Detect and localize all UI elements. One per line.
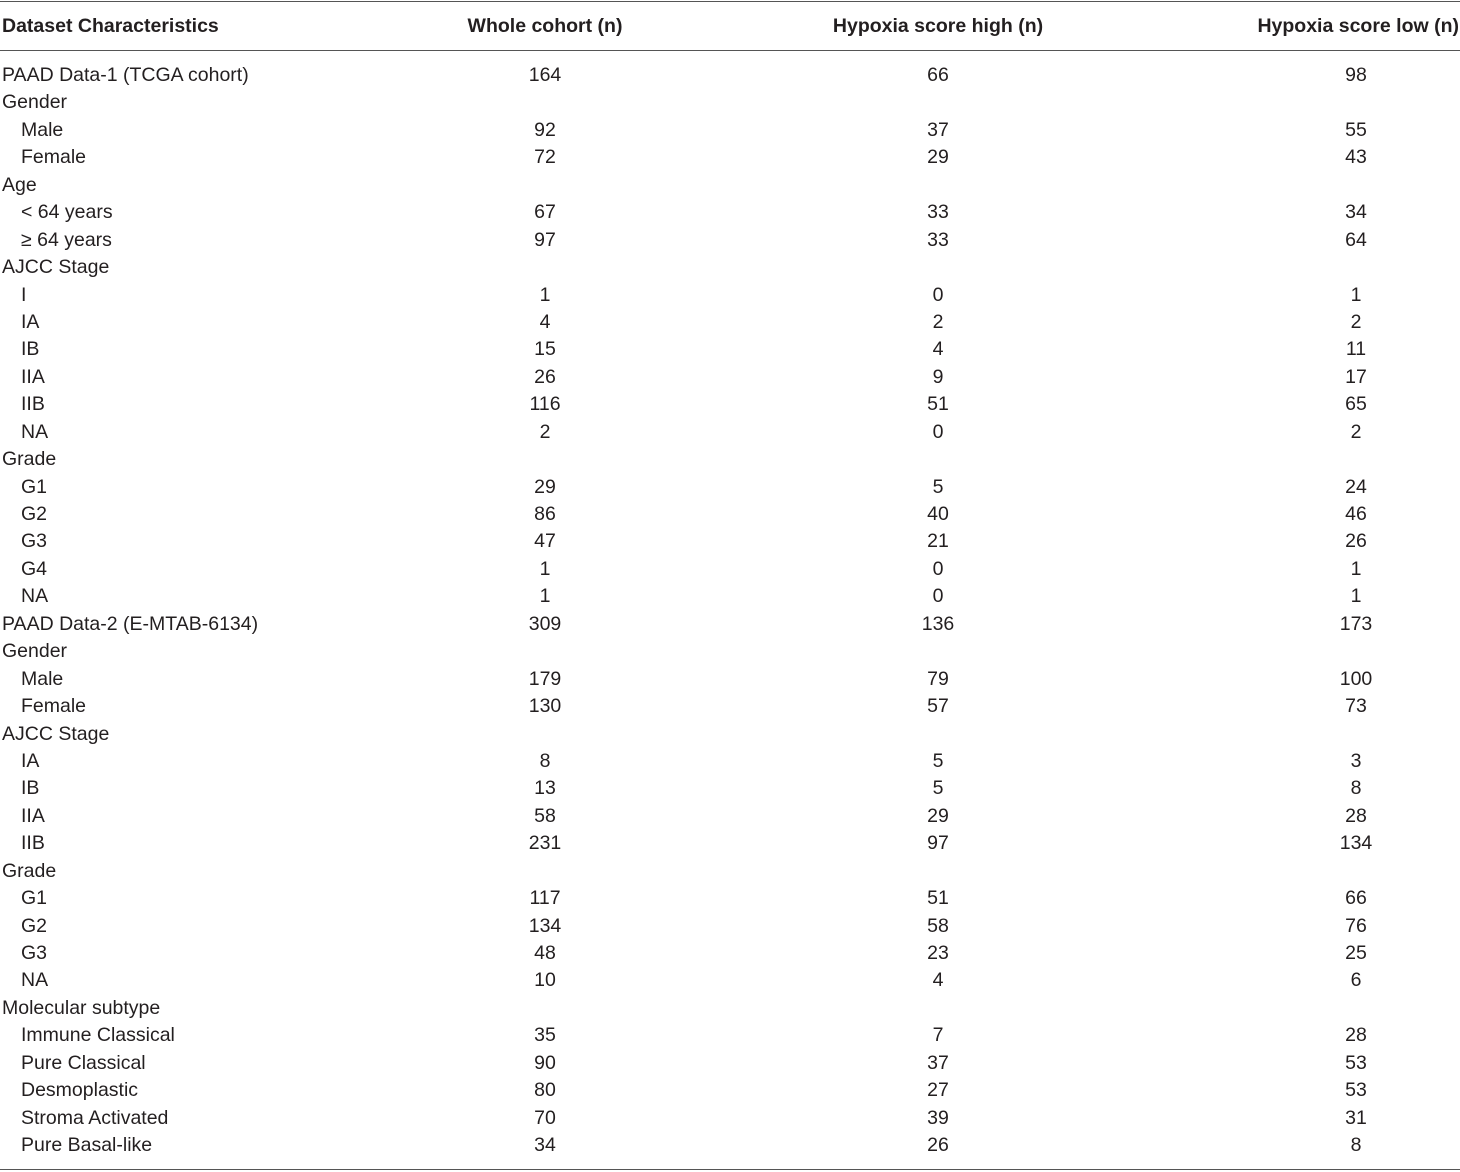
cell-whole-cohort: 231 [528,832,562,855]
cell-hypoxia-high: 4 [932,338,944,361]
cell-hypoxia-high: 0 [932,585,944,608]
table-row [0,1022,1460,1049]
table-row [0,1050,1460,1077]
header-dataset-characteristics: Dataset Characteristics [2,15,219,37]
cell-hypoxia-low: 55 [1345,118,1367,141]
cell-hypoxia-low: 34 [1345,201,1367,224]
row-label: Female [21,146,87,169]
table-row [0,282,1460,309]
cell-hypoxia-high: 21 [927,530,949,553]
cell-hypoxia-low: 6 [1350,969,1362,992]
cell-hypoxia-low: 8 [1350,777,1362,800]
cell-whole-cohort: 130 [528,695,562,718]
cell-whole-cohort: 4 [539,310,551,333]
row-label: G4 [21,557,48,580]
row-label: IB [21,338,40,361]
row-label: AJCC Stage [2,256,110,279]
row-label: PAAD Data-1 (TCGA cohort) [2,64,249,86]
cell-whole-cohort: 67 [534,201,556,224]
cell-whole-cohort: 117 [529,887,561,910]
table-row [0,967,1460,994]
cell-hypoxia-high: 136 [921,612,955,635]
row-label: ≥ 64 years [21,228,112,251]
cell-whole-cohort: 134 [528,914,562,937]
table-row [0,803,1460,830]
cell-hypoxia-high: 4 [932,969,944,992]
cell-hypoxia-low: 65 [1345,393,1367,416]
cell-hypoxia-low: 28 [1345,1024,1367,1047]
cell-hypoxia-high: 26 [927,1134,949,1157]
table-row [0,528,1460,555]
cell-hypoxia-high: 37 [927,1051,949,1074]
cell-hypoxia-low: 1 [1350,585,1362,608]
row-label: Pure Basal-like [21,1134,153,1157]
cell-whole-cohort: 70 [534,1106,556,1129]
cell-hypoxia-low: 134 [1339,832,1373,855]
table-row [0,995,1460,1022]
table-row [0,775,1460,802]
table-row [0,748,1460,775]
cell-whole-cohort: 35 [534,1024,556,1047]
row-label: Gender [2,640,68,663]
row-label: Gender [2,91,68,114]
table-row [0,556,1460,583]
cell-whole-cohort: 10 [534,969,556,992]
cell-whole-cohort: 15 [534,338,556,361]
cell-hypoxia-low: 2 [1350,420,1362,443]
table-row [0,172,1460,199]
cell-whole-cohort: 8 [539,749,551,772]
cell-whole-cohort: 29 [534,475,556,498]
cell-hypoxia-high: 79 [927,667,949,690]
table-bottom-rule [0,1169,1460,1170]
row-label: Age [2,173,37,196]
row-label: < 64 years [21,201,113,224]
row-label: IIB [21,832,45,855]
table-row [0,89,1460,116]
row-label: I [21,283,27,306]
cell-whole-cohort: 47 [534,530,556,553]
cell-hypoxia-low: 46 [1345,503,1367,525]
cell-hypoxia-high: 5 [932,749,944,772]
cell-whole-cohort: 72 [534,146,556,169]
cell-hypoxia-low: 1 [1350,283,1362,306]
cell-hypoxia-high: 2 [932,310,944,333]
table-row [0,144,1460,171]
row-label: Grade [2,448,57,471]
row-label: G3 [21,530,48,553]
row-label: Male [21,667,64,690]
row-label: IIA [21,804,45,827]
cell-hypoxia-high: 33 [927,228,949,251]
cell-hypoxia-high: 51 [927,393,949,416]
table-row [0,638,1460,665]
cell-hypoxia-low: 76 [1345,914,1367,937]
cell-hypoxia-high: 39 [927,1106,949,1129]
row-label: G1 [21,887,48,910]
cell-whole-cohort: 309 [528,612,562,635]
cell-hypoxia-low: 73 [1345,695,1367,718]
cell-hypoxia-low: 25 [1345,942,1367,964]
cell-hypoxia-high: 5 [932,777,944,800]
cell-hypoxia-high: 0 [932,557,944,580]
row-label: AJCC Stage [2,722,110,745]
table-row [0,364,1460,391]
cell-hypoxia-low: 66 [1345,887,1367,910]
cell-hypoxia-high: 57 [927,695,949,718]
cell-hypoxia-low: 2 [1350,310,1362,333]
cell-whole-cohort: 1 [539,557,551,580]
row-label: Stroma Activated [21,1106,169,1129]
cell-hypoxia-low: 1 [1350,557,1362,580]
table-row [0,1105,1460,1132]
cell-whole-cohort: 80 [534,1079,556,1102]
cell-whole-cohort: 90 [534,1051,556,1074]
table-row [0,940,1460,967]
cell-whole-cohort: 86 [534,503,556,525]
cell-whole-cohort: 58 [534,804,556,827]
cell-whole-cohort: 2 [539,420,551,443]
table-row [0,254,1460,281]
row-label: Male [21,118,64,141]
cell-hypoxia-high: 29 [927,146,949,169]
row-label: Molecular subtype [2,996,161,1019]
table-row [0,885,1460,912]
cell-hypoxia-high: 23 [927,942,949,964]
row-label: PAAD Data-2 (E-MTAB-6134) [2,612,259,635]
table-row [0,391,1460,418]
cell-hypoxia-low: 28 [1345,804,1367,827]
table-row [0,117,1460,144]
row-label: G2 [21,914,48,937]
cell-whole-cohort: 26 [534,365,556,388]
row-label: IB [21,777,40,800]
table-row [0,721,1460,748]
cell-hypoxia-low: 11 [1345,338,1367,361]
row-label: Desmoplastic [21,1079,139,1102]
cell-hypoxia-low: 64 [1345,228,1367,251]
table-row [0,199,1460,226]
cell-hypoxia-low: 53 [1345,1051,1367,1074]
table-body [0,62,1460,1160]
cell-whole-cohort: 48 [534,942,556,964]
table-header [0,0,1460,50]
row-label: Pure Classical [21,1051,146,1074]
table-row [0,611,1460,638]
cell-whole-cohort: 92 [534,118,556,141]
cell-hypoxia-low: 98 [1345,64,1367,86]
table-row [0,446,1460,473]
cell-whole-cohort: 116 [529,393,561,416]
cell-hypoxia-low: 24 [1345,475,1367,498]
table-row [0,419,1460,446]
cell-hypoxia-high: 7 [932,1024,944,1047]
cell-hypoxia-high: 27 [927,1079,949,1102]
cell-hypoxia-low: 100 [1339,667,1373,690]
cell-hypoxia-high: 58 [927,914,949,937]
header-hypoxia-low: Hypoxia score low (n) [1257,15,1459,37]
cell-hypoxia-high: 0 [932,420,944,443]
row-label: NA [21,969,49,992]
cell-whole-cohort: 1 [539,585,551,608]
cell-hypoxia-high: 97 [927,832,949,855]
table-row [0,336,1460,363]
row-label: G2 [21,503,48,525]
cell-hypoxia-high: 37 [927,118,949,141]
row-label: IA [21,310,40,333]
table-row [0,913,1460,940]
header-whole-cohort: Whole cohort (n) [467,15,623,37]
cell-whole-cohort: 13 [534,777,556,800]
row-label: G1 [21,475,48,498]
row-label: NA [21,420,49,443]
row-label: Immune Classical [21,1024,175,1047]
row-label: Grade [2,859,57,882]
row-label: IIA [21,365,45,388]
cell-whole-cohort: 179 [528,667,562,690]
row-label: G3 [21,942,48,964]
table-row [0,62,1460,89]
cell-hypoxia-low: 53 [1345,1079,1367,1102]
cell-hypoxia-high: 9 [932,365,944,388]
cell-hypoxia-high: 51 [927,887,949,910]
cell-hypoxia-high: 40 [927,503,949,525]
table-row [0,666,1460,693]
cell-hypoxia-low: 26 [1345,530,1367,553]
cell-hypoxia-low: 173 [1339,612,1373,635]
cell-hypoxia-high: 5 [932,475,944,498]
cell-whole-cohort: 34 [534,1134,556,1157]
table-row [0,1077,1460,1104]
header-hypoxia-high: Hypoxia score high (n) [832,15,1044,37]
table-row [0,309,1460,336]
cell-hypoxia-low: 3 [1350,749,1362,772]
cell-hypoxia-low: 17 [1345,365,1367,388]
row-label: Female [21,695,87,718]
table-row [0,474,1460,501]
cell-whole-cohort: 1 [539,283,551,306]
cell-whole-cohort: 164 [528,64,562,86]
cell-hypoxia-high: 29 [927,804,949,827]
table-row [0,227,1460,254]
cell-hypoxia-high: 66 [927,64,949,86]
cell-hypoxia-low: 31 [1345,1106,1367,1129]
cell-hypoxia-high: 0 [932,283,944,306]
cell-hypoxia-high: 33 [927,201,949,224]
table-header-rule [0,50,1460,51]
table-row [0,1132,1460,1159]
table-row [0,830,1460,857]
row-label: IA [21,749,40,772]
row-label: NA [21,585,49,608]
cell-hypoxia-low: 43 [1345,146,1367,169]
table-row [0,583,1460,610]
cell-hypoxia-low: 8 [1350,1134,1362,1157]
table-row [0,693,1460,720]
cell-whole-cohort: 97 [534,228,556,251]
table-row [0,858,1460,885]
table-row [0,501,1460,528]
row-label: IIB [21,393,45,416]
